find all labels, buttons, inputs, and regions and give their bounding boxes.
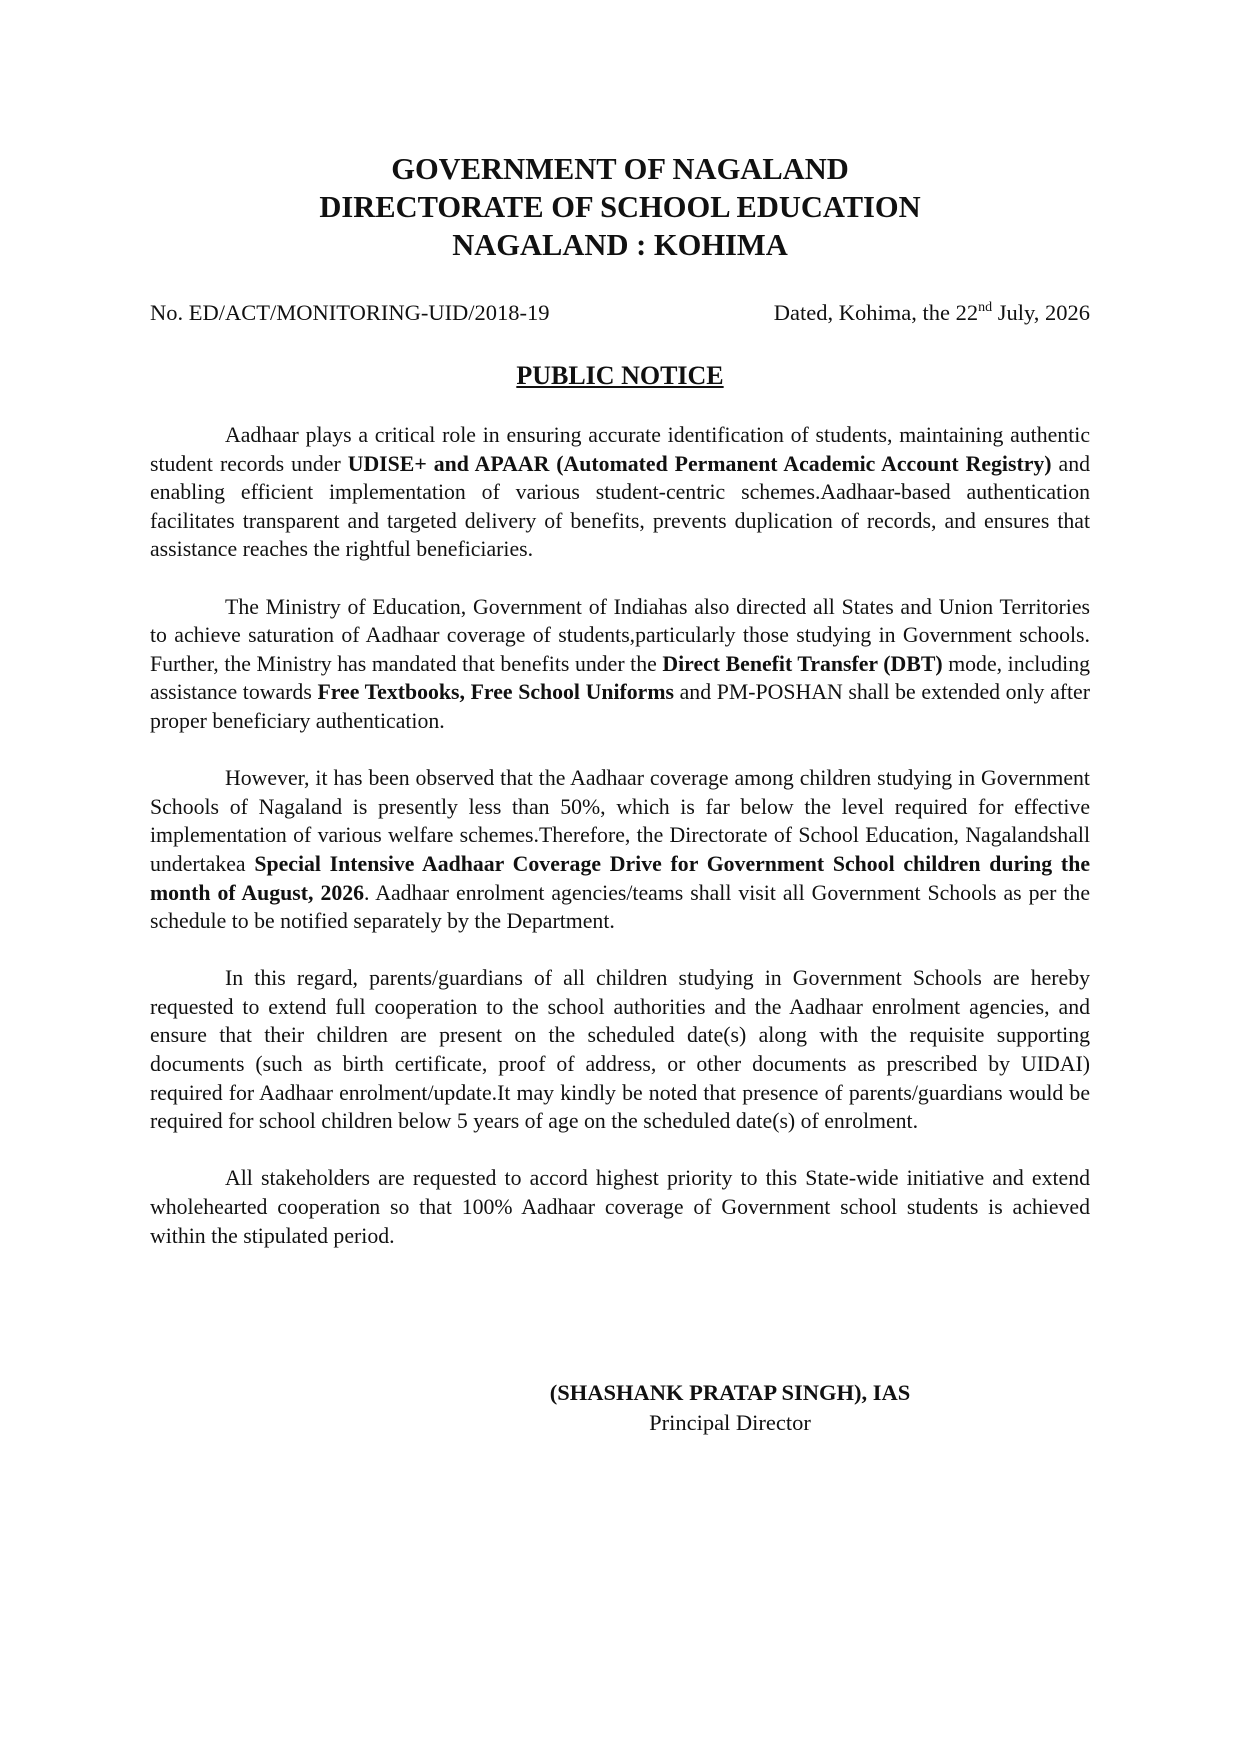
date-rest: July, 2026 <box>992 300 1090 325</box>
notice-date <box>774 298 1090 328</box>
date-ordinal-suffix: nd <box>978 300 993 315</box>
paragraph-2-bold-free-items: Free Textbooks, Free School Uniforms <box>317 680 674 705</box>
letterhead-directorate: DIRECTORATE OF SCHOOL EDUCATION <box>319 190 921 224</box>
paragraph-3-text-a: However, it has been observed that the Aadhaar coverage among children studying in Government Schools of Nagaland is presently less than 50%, which is far below the level required for effective implementation of various welfare schemes.Therefore, the Directorate of School Education, Nagalandshall undertakea <box>150 766 1090 876</box>
paragraph-3 <box>150 764 1090 936</box>
paragraph-2-bold-dbt: Direct Benefit Transfer (DBT) <box>662 651 943 676</box>
paragraph-4: In this regard, parents/guardians of all children studying in Government Schools are hereby requested to extend full cooperation to the school authorities and the Aadhaar enrolment agencies, and ensure that their children are present on the scheduled date(s) along with the requisite supporting documents (such as birth certificate, proof of address, or other documents as prescribed by UIDAI) required for Aadhaar enrolment/update.It may kindly be noted that presence of parents/guardians would be required for school children below 5 years of age on the scheduled date(s) of enrolment. <box>150 966 1090 1134</box>
reference-number: No. ED/ACT/MONITORING-UID/2018-19 <box>150 300 550 325</box>
paragraph-3-bold-drive: Special Intensive Aadhaar Coverage Drive for Government School children during the month of August, 2026 <box>150 851 1090 905</box>
paragraph-2-text-c: mode, including assistance towards <box>150 651 1090 705</box>
paragraph-2 <box>150 593 1090 736</box>
date-prefix: Dated, Kohima, the 22 <box>773 300 979 325</box>
paragraph-2-text-a: The Ministry of Education, Government of Indiahas also directed all States and Union Territories to achieve saturation of Aadhaar coverage of students,particularly those studying in Government schools. Further, the Ministry has mandated that benefits under the <box>150 594 1090 676</box>
signatory-name: (SHASHANK PRATAP SINGH), IAS <box>549 1380 911 1405</box>
paragraph-1-text-a: Aadhaar plays a critical role in ensuring accurate identification of students, maintaining authentic student records under <box>150 423 1090 476</box>
notice-body <box>150 421 1090 1279</box>
paragraph-5: All stakeholders are requested to accord highest priority to this State-wide initiative and extend wholehearted cooperation so that 100% Aadhaar coverage of Government school students is achieved within the stipulated period. <box>150 1166 1090 1248</box>
paragraph-1 <box>150 421 1090 564</box>
paragraph-1-text-c: and enabling efficient implementation of various student-centric schemes.Aadhaar-based authentication facilitates transparent and targeted delivery of benefits, prevents duplication of records, and ensures that assistance reaches the rightful beneficiaries. <box>150 451 1091 562</box>
paragraph-3-text-c: . Aadhaar enrolment agencies/teams shall visit all Government Schools as per the schedule to be notified separately by the Department. <box>150 880 1090 934</box>
signatory-designation: Principal Director <box>649 1410 811 1435</box>
paragraph-2-text-e: and PM-POSHAN shall be extended only after proper beneficiary authentication. <box>150 680 1090 733</box>
signature-block <box>480 1378 980 1438</box>
notice-title: PUBLIC NOTICE <box>516 361 724 390</box>
letterhead <box>150 150 1090 264</box>
letterhead-government: GOVERNMENT OF NAGALAND <box>391 152 849 186</box>
paragraph-1-bold-registry: UDISE+ and APAAR (Automated Permanent Academic Account Registry) <box>347 451 1052 476</box>
letterhead-location: NAGALAND : KOHIMA <box>452 228 788 262</box>
